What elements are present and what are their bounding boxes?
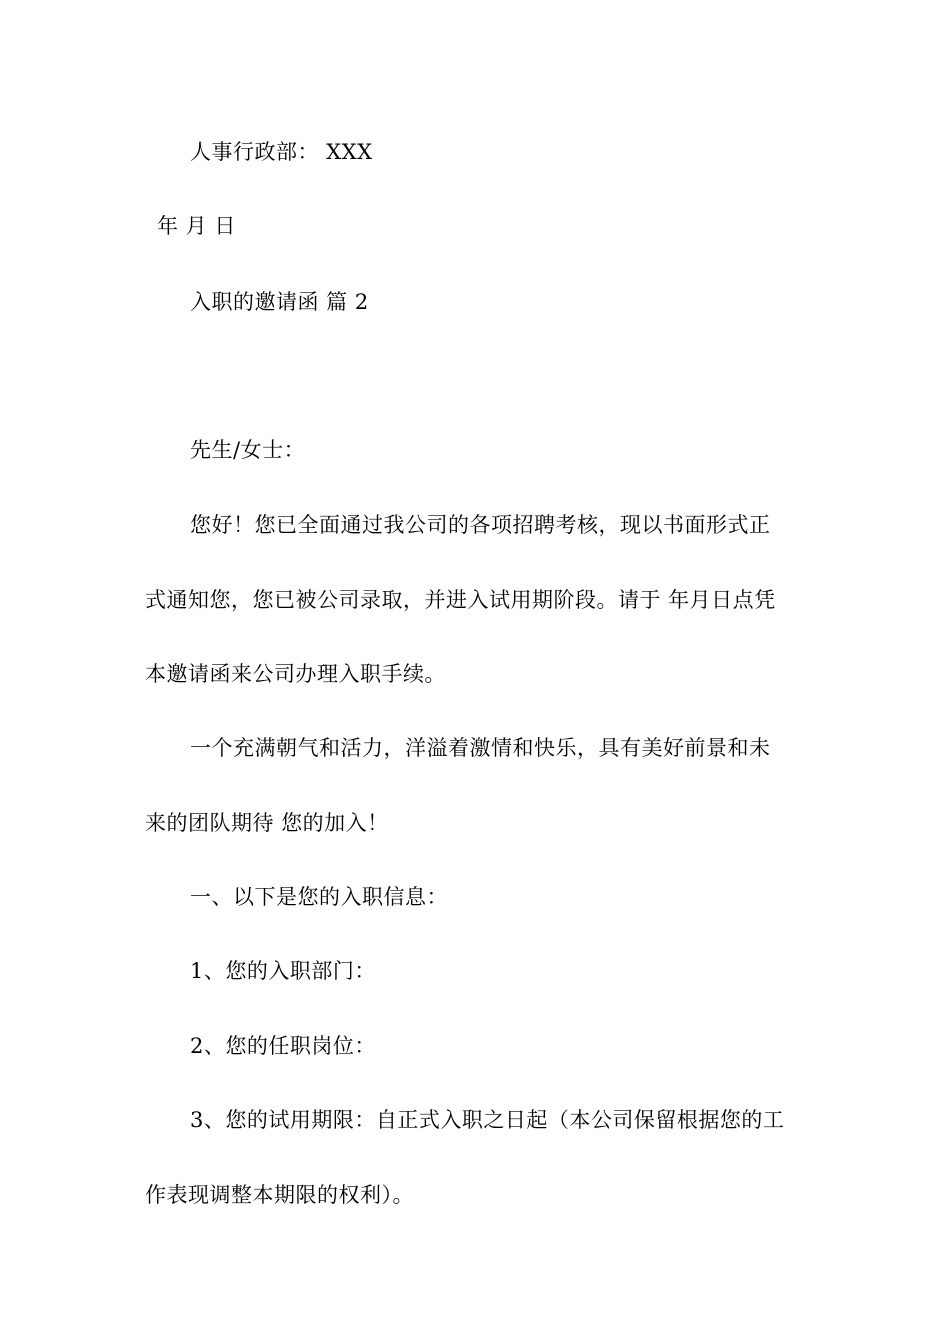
list-item: 3、您的试用期限：自正式入职之日起（本公司保留根据您的工	[190, 1108, 785, 1132]
salutation: 先生/女士：	[190, 438, 306, 462]
paragraph-line: 式通知您，您已被公司录取，并进入试用期阶段。请于 年月日点凭	[145, 588, 776, 612]
list-item: 1、您的入职部门：	[190, 959, 376, 983]
paragraph-line: 一个充满朝气和活力，洋溢着激情和快乐，具有美好前景和未	[190, 736, 771, 760]
list-item-continuation: 作表现调整本期限的权利）。	[145, 1183, 414, 1207]
paragraph-line: 您好！您已全面通过我公司的各项招聘考核，现以书面形式正	[190, 513, 771, 537]
signature-department: 人事行政部： XXX	[190, 140, 373, 164]
list-item: 2、您的任职岗位：	[190, 1034, 376, 1058]
signature-date: 年 月 日	[157, 214, 236, 238]
section-title: 入职的邀请函 篇 2	[190, 290, 369, 314]
list-heading: 一、以下是您的入职信息：	[190, 885, 448, 909]
paragraph-line: 本邀请函来公司办理入职手续。	[145, 662, 446, 686]
paragraph-line: 来的团队期待 您的加入！	[145, 811, 389, 835]
